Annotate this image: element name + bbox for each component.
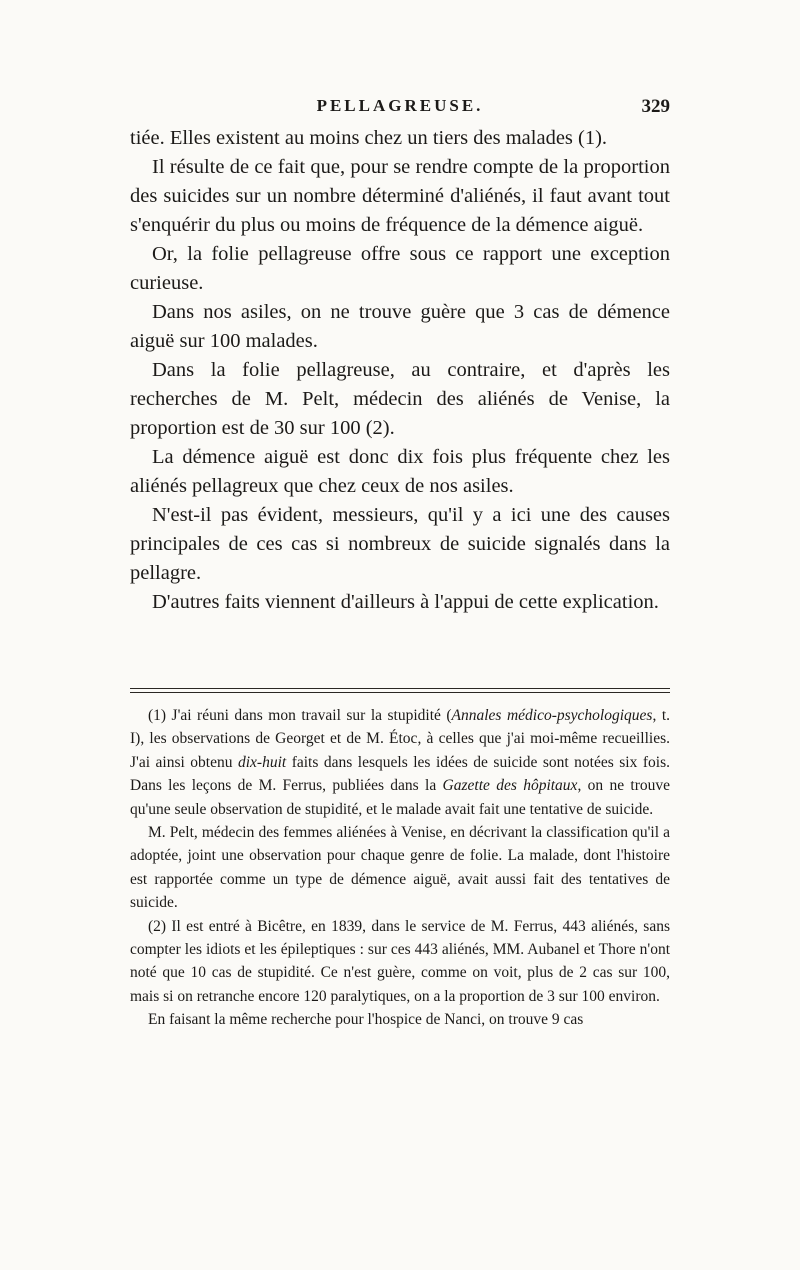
footnote-italic: Annales médico-psychologiques [451, 707, 653, 724]
paragraph: Dans la folie pellagreuse, au contraire, et d'après les recherches de M. Pelt, médecin des aliénés de Venise, la proportion est de 30 sur 100 (2). [130, 359, 670, 439]
paragraph: La démence aiguë est donc dix fois plus fréquente chez les aliénés pellagreux que chez ceux de nos asiles. [130, 446, 670, 497]
footnote-2-continued: En faisant la même recherche pour l'hospice de Nanci, on trouve 9 cas [148, 1011, 584, 1029]
footnote-1: (1) J'ai réuni dans mon travail sur la stupidité (Annales médico-psychologiques, t. I), les observations de Georget et de M. Étoc, à celles que j'ai moi-même recueillies. J'ai ainsi obtenu dix-huit faits dans lesquels les idées de suicide sont notées six fois. Dans les leçons de M. Ferrus, publiées dans la Gazette des hôpitaux, on ne trouve qu'une seule observation de stupidité, et le malade avait fait une tentative de suicide. [130, 707, 670, 818]
paragraph: D'autres faits viennent d'ailleurs à l'appui de cette explication. [152, 591, 659, 613]
footnote-italic: Gazette des hôpitaux [442, 777, 578, 795]
paragraph: Or, la folie pellagreuse offre sous ce rapport une exception curieuse. [130, 243, 670, 294]
separator-line [130, 692, 670, 693]
footnotes [130, 704, 670, 1032]
separator-line [130, 688, 670, 689]
main-text [130, 124, 670, 617]
continued-paragraph: tiée. Elles existent au moins chez un tiers des malades (1). [130, 127, 608, 149]
footnote-1-continued: M. Pelt, médecin des femmes aliénées à Venise, en décrivant la classification qu'il a adoptée, joint une observation pour chaque genre de folie. La malade, dont l'histoire est rapportée comme un type de démence aiguë, avait aussi fait des tentatives de suicide. [130, 824, 670, 912]
page-header [130, 96, 670, 126]
footnote-italic: dix-huit [237, 753, 287, 771]
running-title: PELLAGREUSE. [316, 96, 484, 115]
footnote-2: (2) Il est entré à Bicêtre, en 1839, dans le service de M. Ferrus, 443 aliénés, sans compter les idiots et les épileptiques : sur ces 443 aliénés, MM. Aubanel et Thore n'ont noté que 10 cas de stupidité. Ce n'est guère, comme on voit, plus de 2 cas sur 100, mais si on retranche encore 120 paralytiques, on a la proportion de 3 sur 100 environ. [130, 917, 670, 1005]
page-number: 329 [641, 96, 670, 117]
paragraph: Il résulte de ce fait que, pour se rendre compte de la proportion des suicides sur un nombre déterminé d'aliénés, il faut avant tout s'enquérir du plus ou moins de fréquence de la démence aiguë. [130, 156, 670, 236]
paragraph: Dans nos asiles, on ne trouve guère que 3 cas de démence aiguë sur 100 malades. [130, 301, 670, 352]
paragraph: N'est-il pas évident, messieurs, qu'il y a ici une des causes principales de ces cas si nombreux de suicide signalés dans la pellagre. [130, 504, 670, 584]
footnote-separator [130, 688, 670, 694]
